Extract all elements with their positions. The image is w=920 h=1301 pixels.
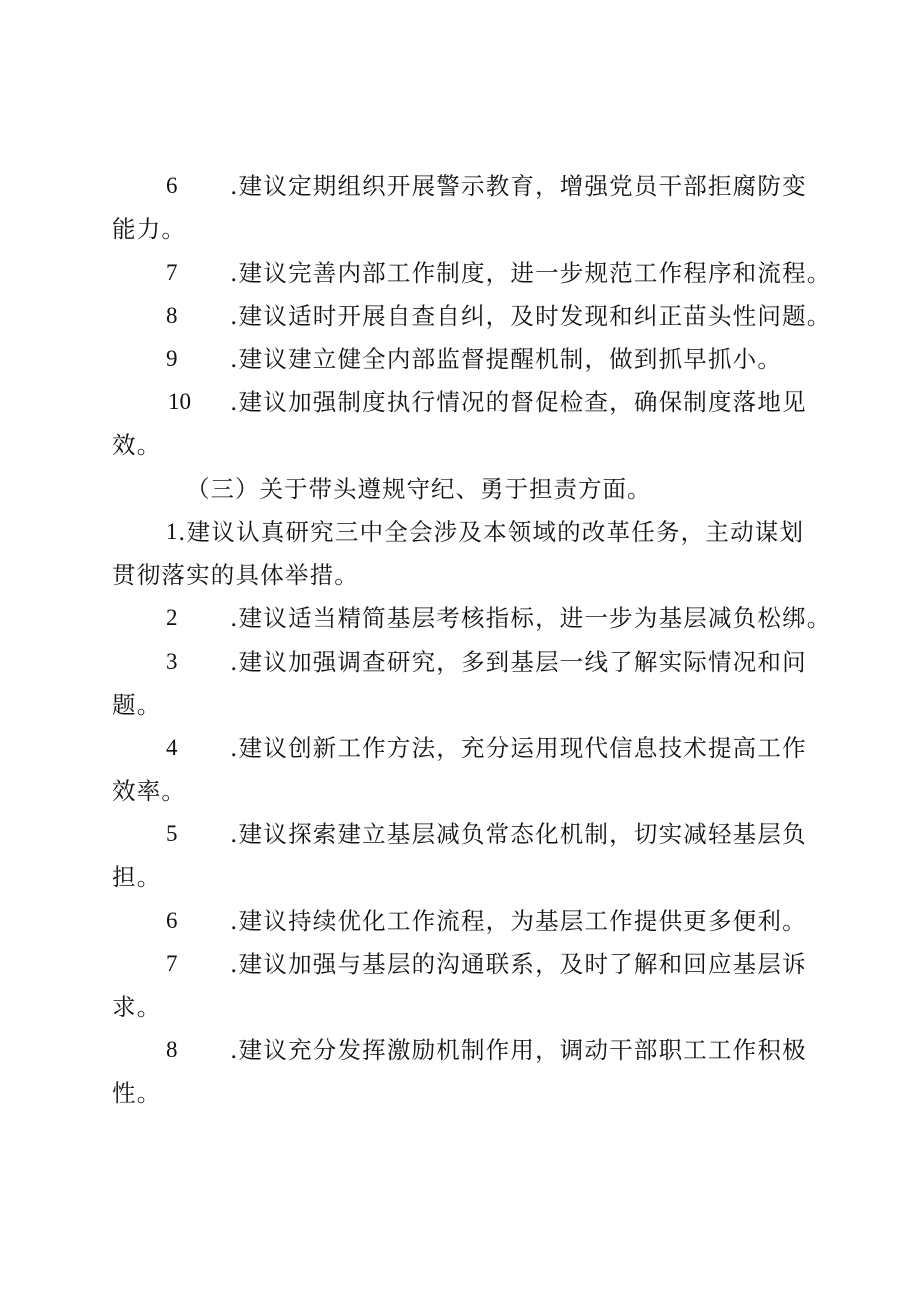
item-text: .建议适当精简基层考核指标，进一步为基层减负松绑。: [230, 604, 832, 632]
item-number: 1: [166, 519, 178, 544]
item-number: 2: [166, 605, 178, 630]
item-continuation: 担。: [112, 863, 162, 891]
item-continuation: 效。: [112, 431, 162, 459]
item-continuation: 题。: [112, 691, 162, 719]
item-number: 9: [166, 346, 178, 371]
item-number: 4: [166, 735, 178, 760]
item-text: .建议认真研究三中全会涉及本领域的改革任务，主动谋划: [178, 518, 805, 546]
item-text: .建议建立健全内部监督提醒机制，做到抓早抓小。: [230, 345, 783, 373]
item-number: 8: [166, 1037, 178, 1062]
section-heading: （三）关于带头遵规守纪、勇于担责方面。: [186, 475, 652, 503]
item-text: .建议加强调查研究，多到基层一线了解实际情况和问: [230, 648, 807, 676]
item-number: 7: [166, 951, 178, 976]
item-text: .建议定期组织开展警示教育，增强党员干部拒腐防变: [230, 172, 807, 200]
item-number: 6: [166, 173, 178, 198]
item-continuation: 贯彻落实的具体举措。: [112, 561, 359, 589]
item-number: 7: [166, 260, 178, 285]
item-continuation: 求。: [112, 993, 162, 1021]
item-text: .建议充分发挥激励机制作用，调动干部职工工作积极: [230, 1036, 807, 1064]
item-continuation: 性。: [112, 1079, 162, 1107]
item-continuation: 效率。: [112, 777, 187, 805]
item-number: 3: [166, 649, 178, 674]
item-text: .建议创新工作方法，充分运用现代信息技术提高工作: [230, 734, 807, 762]
item-text: .建议适时开展自查自纠，及时发现和纠正苗头性问题。: [230, 302, 832, 330]
item-number: 8: [166, 303, 178, 328]
item-text: .建议持续优化工作流程，为基层工作提供更多便利。: [230, 907, 807, 935]
item-text: .建议完善内部工作制度，进一步规范工作程序和流程。: [230, 259, 832, 287]
item-text: .建议探索建立基层减负常态化机制，切实减轻基层负: [230, 820, 807, 848]
item-text: .建议加强制度执行情况的督促检查，确保制度落地见: [230, 388, 807, 416]
item-text: .建议加强与基层的沟通联系，及时了解和回应基层诉: [230, 950, 807, 978]
item-number: 6: [166, 908, 178, 933]
item-continuation: 能力。: [112, 215, 187, 243]
item-number: 5: [166, 821, 178, 846]
item-number: 10: [168, 389, 191, 414]
